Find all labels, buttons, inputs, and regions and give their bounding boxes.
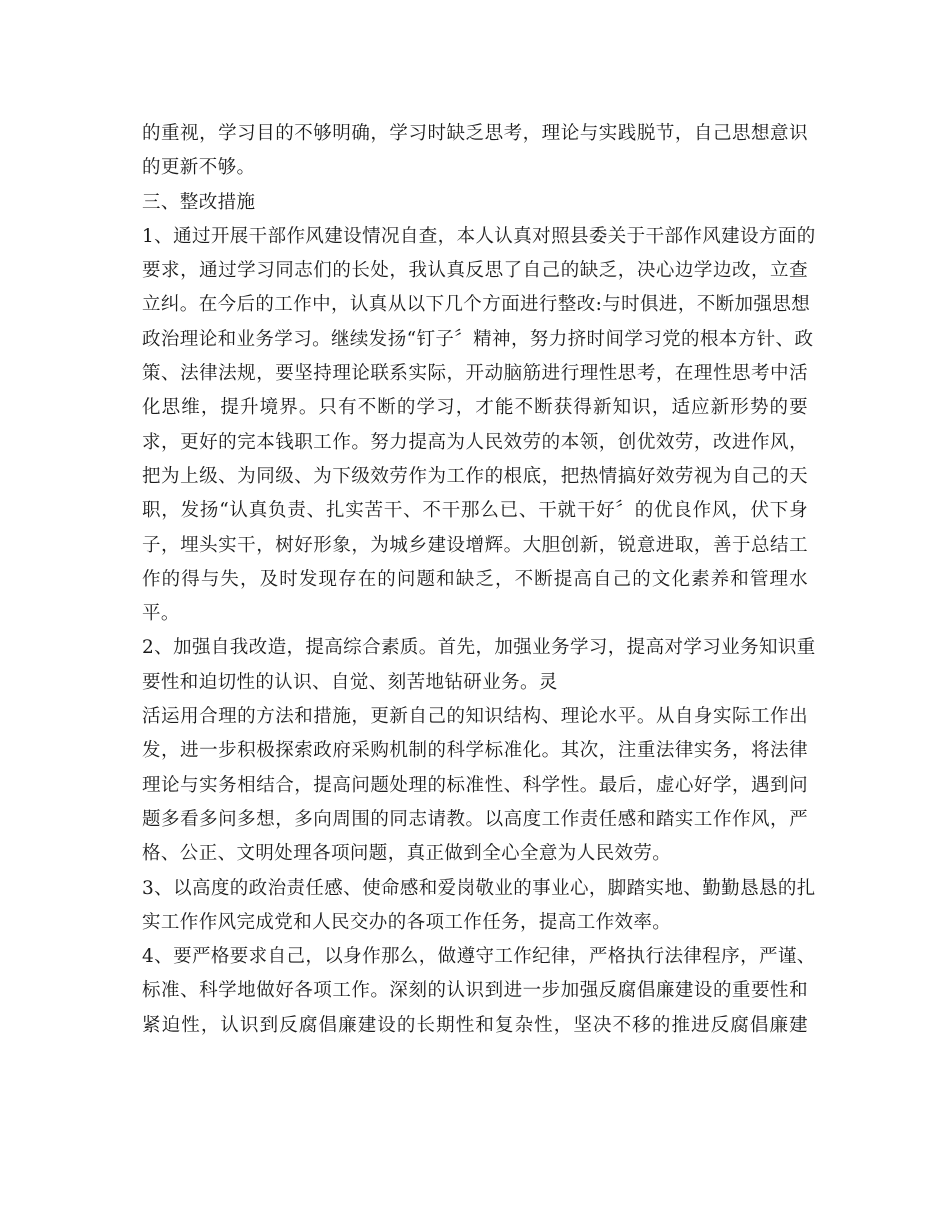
text-line: 子，埋头实干，树好形象，为城乡建设增辉。大胆创新，锐意进取，善于总结工 bbox=[142, 534, 808, 556]
text-line: 政治理论和业务学习。继续发扬“钉子〞精神，努力挤时间学习党的根本方针、政 bbox=[142, 328, 814, 350]
text-line: 把为上级、为同级、为下级效劳作为工作的根底，把热情搞好效劳视为自己的天 bbox=[142, 465, 808, 487]
document-body bbox=[142, 117, 816, 1043]
text-line: 标准、科学地做好各项工作。深刻的认识到进一步加强反腐倡廉建设的重要性和 bbox=[142, 980, 808, 1002]
text-line: 格、公正、文明处理各项问题，真正做到全心全意为人民效劳。 bbox=[142, 843, 672, 865]
text-line: 作的得与失，及时发现存在的问题和缺乏，不断提高自己的文化素养和管理水 bbox=[142, 568, 808, 590]
text-line: 3、以高度的政治责任感、使命感和爱岗敬业的事业心，脚踏实地、勤勤恳恳的扎 bbox=[142, 877, 816, 899]
text-line: 职，发扬“认真负责、扎实苦干、不干那么已、干就干好〞的优良作风，伏下身 bbox=[142, 500, 808, 522]
text-line: 2、加强自我改造，提高综合素质。首先，加强业务学习，提高对学习业务知识重 bbox=[142, 637, 816, 659]
text-line: 策、法律法规，要坚持理论联系实际，开动脑筋进行理性思考，在理性思考中活 bbox=[142, 363, 808, 385]
text-line: 立纠。在今后的工作中，认真从以下几个方面进行整改:与时俱进，不断加强思想 bbox=[142, 294, 811, 316]
text-line: 的更新不够。 bbox=[142, 157, 256, 179]
text-line: 发，进一步积极探索政府采购机制的科学标准化。其次，注重法律实务，将法律 bbox=[142, 740, 808, 762]
text-line: 活运用合理的方法和措施，更新自己的知识结构、理论水平。从自身实际工作出 bbox=[142, 706, 808, 728]
text-line: 要求，通过学习同志们的长处，我认真反思了自己的缺乏，决心边学边改，立查 bbox=[142, 260, 808, 282]
text-line: 理论与实务相结合，提高问题处理的标准性、科学性。最后，虚心好学，遇到问 bbox=[142, 774, 808, 796]
text-line: 要性和迫切性的认识、自觉、刻苦地钻研业务。灵 bbox=[142, 671, 558, 693]
text-line: 题多看多问多想，多向周围的同志请教。以高度工作责任感和踏实工作作风，严 bbox=[142, 808, 808, 830]
text-line: 的重视，学习目的不够明确，学习时缺乏思考，理论与实践脱节，自己思想意识 bbox=[142, 123, 808, 144]
text-line: 化思维，提升境界。只有不断的学习，才能不断获得新知识，适应新形势的要 bbox=[142, 397, 808, 419]
text-line: 紧迫性，认识到反腐倡廉建设的长期性和复杂性，坚决不移的推进反腐倡廉建 bbox=[142, 1014, 808, 1036]
text-line: 平。 bbox=[142, 603, 180, 625]
text-line: 4、要严格要求自己，以身作那么，做遵守工作纪律，严格执行法律程序，严谨、 bbox=[142, 946, 816, 968]
text-line: 实工作作风完成党和人民交办的各项工作任务，提高工作效率。 bbox=[142, 911, 672, 933]
text-line: 1、通过开展干部作风建设情况自查，本人认真对照县委关于干部作风建设方面的 bbox=[142, 225, 816, 247]
section-heading: 三、整改措施 bbox=[142, 191, 256, 213]
text-line: 求，更好的完本钱职工作。努力提高为人民效劳的本领，创优效劳，改进作风， bbox=[142, 431, 808, 453]
